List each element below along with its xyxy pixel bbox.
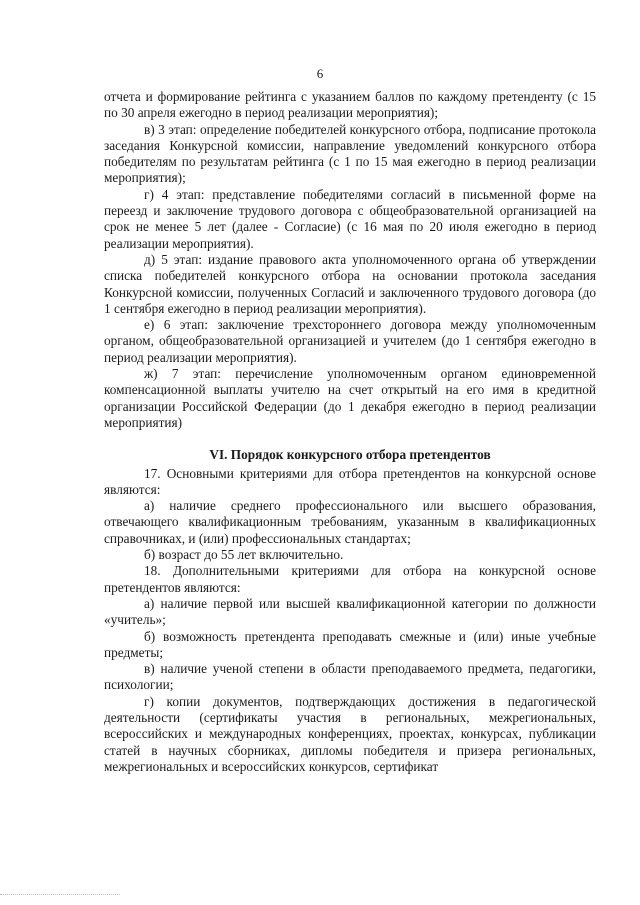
paragraph: отчета и формирование рейтинга с указанием баллов по каждому претенденту (с 15 по 30 апреля ежегодно в период реализации мероприятия); [104,89,596,121]
paragraph: б) возраст до 55 лет включительно. [144,547,344,563]
paragraph: а) наличие первой или высшей квалификационной категории по должности «учитель»; [104,595,596,628]
paragraph: г) копии документов, подтверждающих достижения в педагогической деятельности (сертификаты участия в региональных, межрегиональных, всероссийских и международных конференциях, проектах, конкурсах, публикации статей в научных сборниках, дипломы победителя и призера региональных, межрегиональных и всероссийских конкурсов, сертификат [104,693,596,774]
paragraph: 18. Дополнительными критериями для отбора на конкурсной основе претендентов являются: [104,563,596,595]
paragraph: д) 5 этап: издание правового акта уполномоченного органа об утверждении списка победителей конкурсного отбора на основании протокола заседания Конкурсной комиссии, полученных Согласий и заключенного трудового договора (до 1 сентября ежегодно в период реализации мероприятия). [104,251,596,316]
paragraph: б) возможность претендента преподавать смежные и (или) иные учебные предметы; [104,628,596,660]
document-body [104,89,596,775]
paragraph: ж) 7 этап: перечисление уполномоченным органом единовременной компенсационной выплаты учителю на счет открытый на его имя в кредитной организации Российской Федерации (до 1 декабря ежегодно в период реализации мероприятия) [104,366,596,430]
section-heading: VI. Порядок конкурсного отбора претендентов [209,447,491,463]
paragraphs-before [104,89,596,431]
paragraph: 17. Основными критериями для отбора претендентов на конкурсной основе являются: [104,465,596,497]
scan-edge-marks [0,894,120,897]
paragraph: в) наличие ученой степени в области преподаваемого предмета, педагогики, психологии; [104,661,596,693]
paragraphs-after [104,466,596,776]
paragraph: г) 4 этап: представление победителями согласий в письменной форме на переезд и заключение трудового договора с общеобразовательной организацией на срок не менее 5 лет (далее - Согласие) (с 16 мая по 20 июля ежегодно в период реализации мероприятия). [104,186,596,251]
paragraph: е) 6 этап: заключение трехстороннего договора между уполномоченным органом, общеобразовательной организацией и учителем (до 1 сентября ежегодно в период реализации мероприятия). [104,317,596,365]
paragraph: в) 3 этап: определение победителей конкурсного отбора, подписание протокола заседания Конкурсной комиссии, направление уведомлений конкурсного отбора победителям по результатам рейтинга (с 1 по 15 мая ежегодно в период реализации мероприятия); [104,121,596,186]
page-number: 6 [316,66,324,81]
paragraph: а) наличие среднего профессионального или высшего образования, отвечающего квалификационным требованиям, указанным в квалификационных справочниках, и (или) профессиональных стандартах; [104,498,596,546]
